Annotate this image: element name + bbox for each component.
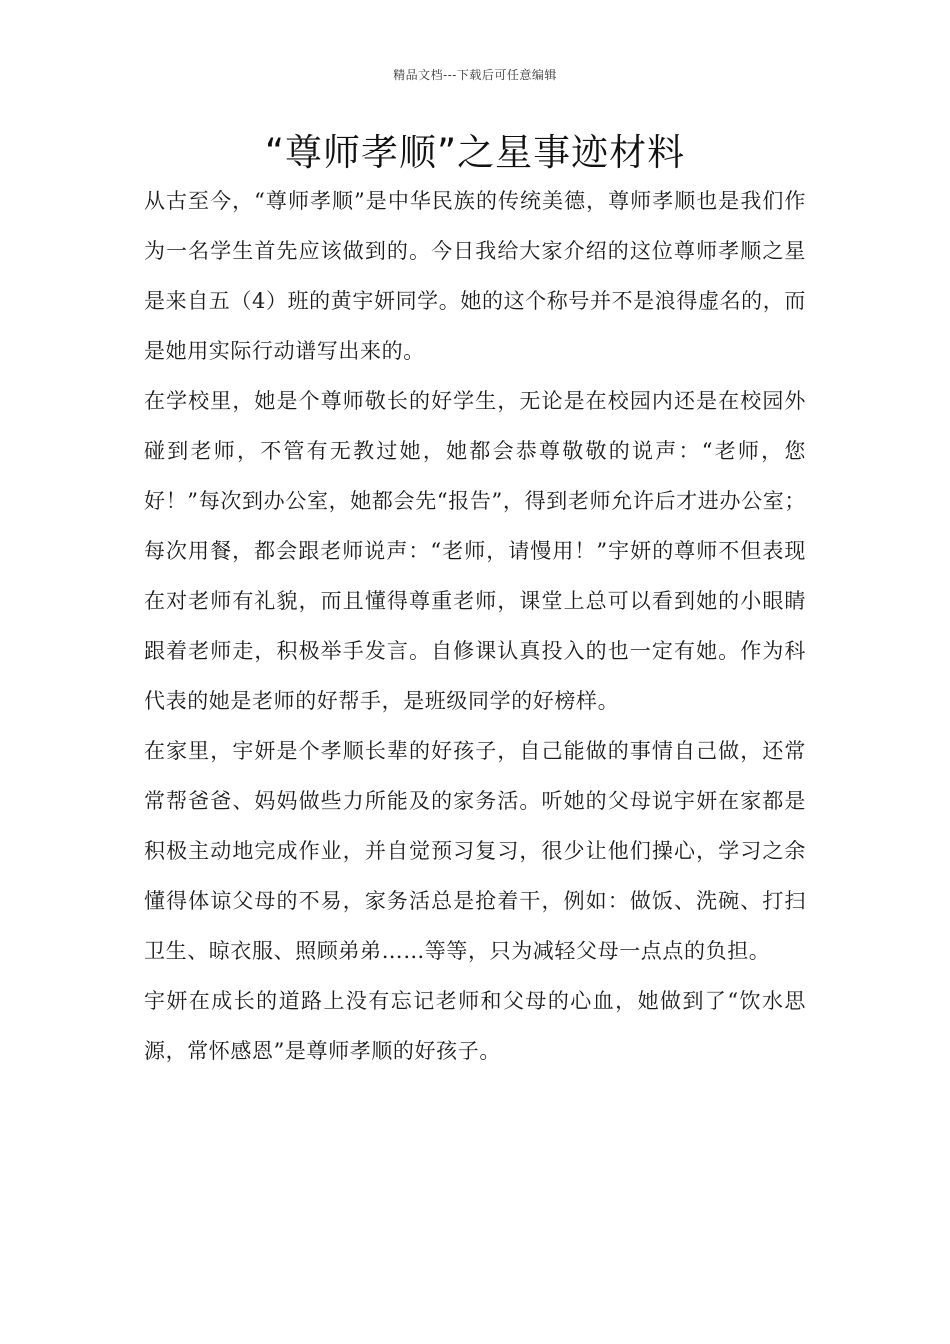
document-body <box>144 176 806 1076</box>
paragraph-school: 在学校里，她是个尊师敬长的好学生，无论是在校园内还是在校园外碰到老师，不管有无教过她，她都会恭尊敬敬的说声：“老师，您好！”每次到办公室，她都会先“报告”，得到老师允许后才进办公室；每次用餐，都会跟老师说声：“老师，请慢用！”宇妍的尊师不但表现在对老师有礼貌，而且懂得尊重老师，课堂上总可以看到她的小眼睛跟着老师走，积极举手发言。自修课认真投入的也一定有她。作为科代表的她是老师的好帮手，是班级同学的好榜样。 <box>144 389 806 713</box>
document-title: “尊师孝顺”之星事迹材料 <box>264 131 686 174</box>
paragraph-home: 在家里，宇妍是个孝顺长辈的好孩子，自己能做的事情自己做，还常常帮爸爸、妈妈做些力所能及的家务活。听她的父母说宇妍在家都是积极主动地完成作业，并自觉预习复习，很少让他们操心，学习之余懂得体谅父母的不易，家务活总是抢着干，例如：做饭、洗碗、打扫卫生、晾衣服、照顾弟弟……等等，只为减轻父母一点点的负担。 <box>144 739 806 963</box>
paragraph-conclusion: 宇妍在成长的道路上没有忘记老师和父母的心血，她做到了“饮水思源，常怀感恩”是尊师孝顺的好孩子。 <box>144 989 806 1063</box>
paragraph-intro: 从古至今，“尊师孝顺”是中华民族的传统美德，尊师孝顺也是我们作为一名学生首先应该做到的。今日我给大家介绍的这位尊师孝顺之星是来自五（4）班的黄宇妍同学。她的这个称号并不是浪得虚名的，而是她用实际行动谱写出来的。 <box>144 189 806 363</box>
page-header: 精品文档---下载后可任意编辑 <box>393 68 557 82</box>
